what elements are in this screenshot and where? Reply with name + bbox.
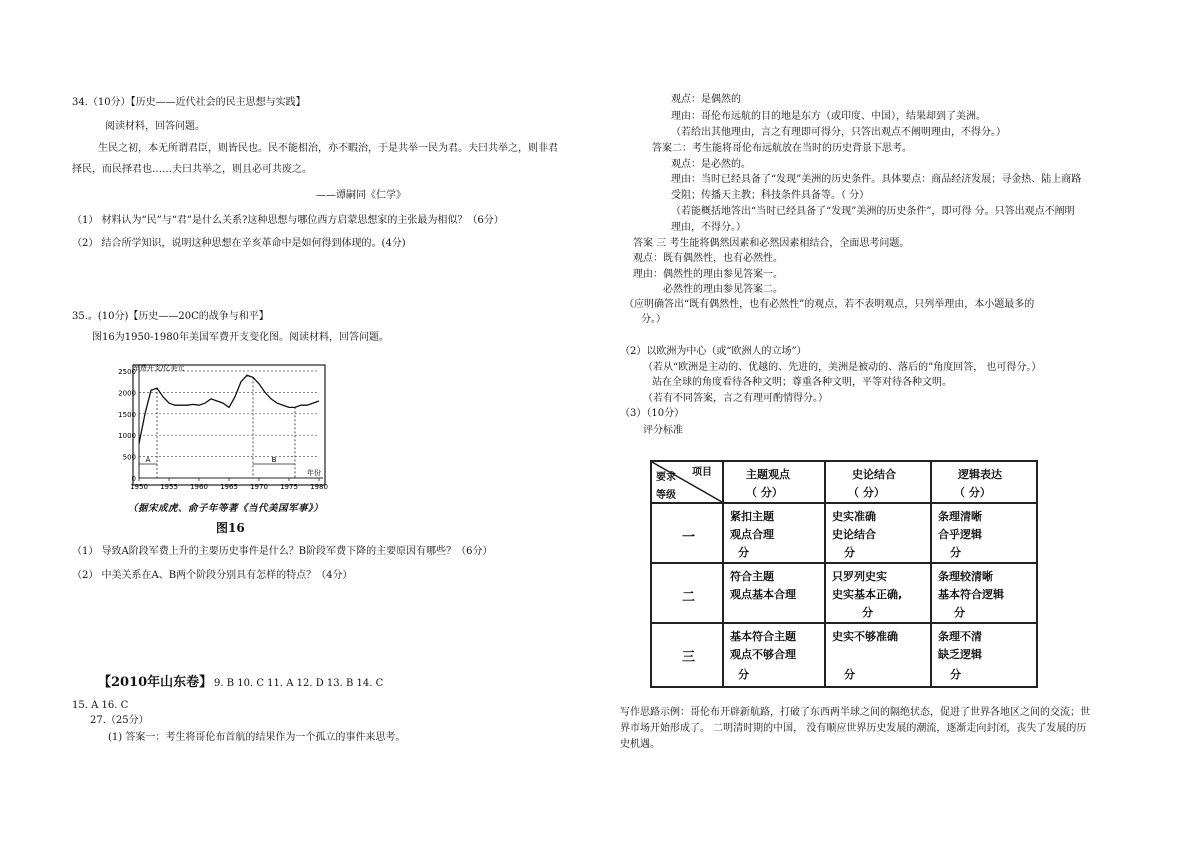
criteria-line: 观点基本合理: [730, 588, 796, 601]
q35-heading: 35.。(10分)【历史——20C的战争与和平】: [72, 311, 269, 322]
criteria-line: 史实不够准确: [832, 630, 898, 643]
header-title: 史论结合: [852, 468, 896, 481]
criteria-cell: [825, 503, 931, 563]
answer-line: 答案二：考生能将哥伦布远航放在当时的历史背景下思考。: [652, 143, 912, 154]
header-title: 逻辑表达: [958, 468, 1002, 481]
answer-line: 站在全球的角度看待各种文明；尊重各种文明，平等对待各种文明。: [652, 377, 952, 388]
x-axis-label: 年份: [307, 469, 321, 477]
criteria-cell: [825, 623, 931, 687]
q34-instruction: 阅读材料，回答问题。: [105, 121, 205, 132]
x-tick-label: 1955: [160, 483, 178, 491]
q27-answer-1: (1) 答案一：考生将哥伦布首航的结果作为一个孤立的事件来思考。: [108, 732, 406, 743]
answer-line: 理由：偶然性的理由参见答案一。: [633, 269, 783, 280]
criteria-score: 分: [950, 668, 961, 681]
q35-subquestion-2: （2） 中美关系在A、B两个阶段分别具有怎样的特点？（4分）: [72, 570, 353, 581]
mc-answers-row2: 15. A 16. C: [72, 700, 129, 711]
y-tick-label: 1500: [118, 410, 136, 419]
criteria-line: 基本符合主题: [730, 630, 796, 643]
chart-frame: [133, 365, 325, 485]
criteria-cell: [825, 563, 931, 623]
answer-line: 写作思路示例：哥伦布开辟新航路，打破了东西两半球之间的隔绝状态，促进了世界各地区之间的交流；世: [620, 707, 1090, 718]
criteria-line: 史论结合: [832, 528, 876, 541]
phase-label: B: [271, 456, 277, 464]
answer-line: 受阻；传播天主教；科技条件具备等。（ 分）: [671, 190, 870, 201]
answer-line: 史机遇。: [620, 739, 660, 750]
header-score: （ 分）: [848, 486, 885, 499]
q27-heading: 27.（25分）: [90, 715, 149, 726]
criteria-score: 分: [738, 668, 749, 681]
phase-label: A: [145, 456, 151, 464]
chart-grid: [139, 371, 319, 457]
q35-subquestion-1: （1） 导致A阶段军费上升的主要历史事件是什么？B阶段军费下降的主要原因有哪些？（6分）: [72, 546, 493, 557]
answer-line: （若给出其他理由，言之有理即可得分，只答出观点不阐明理由，不得分。）: [671, 127, 1006, 138]
criteria-score: 分: [954, 606, 965, 619]
chart-axes: [118, 363, 328, 491]
header-score: （ 分）: [746, 486, 783, 499]
answer-line: 界市场开始形成了。 二明清时期的中国， 没有顺应世界历史发展的潮流，逐渐走向封闭，丧失了发展的历: [620, 723, 1087, 734]
corner-label-item: 项目: [692, 467, 712, 478]
criteria-line: 基本符合逻辑: [938, 588, 1004, 601]
criteria-cell: [931, 623, 1037, 687]
y-tick-label: 2500: [118, 368, 136, 376]
criteria-line: 史实准确: [832, 510, 876, 523]
criteria-score: 分: [862, 606, 873, 619]
grade-cell: [651, 503, 723, 563]
x-tick-label: 1960: [190, 483, 208, 491]
answer-line: （若有不同答案，言之有理可酌情得分。）: [643, 393, 828, 404]
grade-label: 一: [682, 530, 696, 545]
criteria-line: 条理清晰: [938, 510, 982, 523]
criteria-line: 观点不够合理: [730, 648, 796, 661]
criteria-score: 分: [844, 668, 855, 681]
criteria-line: 观点合理: [730, 528, 774, 541]
chart-caption: 图16: [216, 521, 245, 535]
header-cell: [723, 461, 825, 503]
x-tick-label: 1980: [310, 483, 328, 491]
answer-line: 答案 三 考生能将偶然因素和必然因素相结合，全面思考问题。: [633, 238, 910, 249]
answer-line: 观点：既有偶然性，也有必然性。: [633, 253, 783, 264]
criteria-line: 条理不清: [938, 630, 982, 643]
answer-line: 评分标准: [643, 425, 683, 436]
criteria-line: 合乎逻辑: [938, 528, 982, 541]
header-score: （ 分）: [954, 486, 991, 499]
criteria-cell: [931, 563, 1037, 623]
header-title: 主题观点: [746, 468, 790, 481]
answer-line: 理由：当时已经具备了“发现”美洲的历史条件。具体要点：商品经济发展；寻金热、陆上商路: [671, 174, 1082, 185]
criteria-score: 分: [844, 546, 855, 559]
criteria-line: 只罗列史实: [832, 570, 887, 583]
chart-marks: [139, 375, 319, 478]
criteria-cell: [723, 563, 825, 623]
header-cell: [825, 461, 931, 503]
y-axis-label: 军费开支/亿美元: [133, 364, 185, 372]
q34-heading: 34.（10分）【历史——近代社会的民主思想与实践】: [72, 97, 306, 108]
criteria-line: 符合主题: [730, 570, 774, 583]
answer-line: 必然性的理由参见答案二。: [663, 284, 783, 295]
answer-line: （应明确答出“既有偶然性，也有必然性”的观点，若不表明观点，只列举理由，本小题最多的: [624, 299, 1035, 310]
chart-source: （据宋成虎、俞子年等著《当代美国军事》）: [128, 503, 324, 514]
q34-material-line1: 生民之初，本无所谓君臣，则皆民也。民不能相治，亦不暇治，于是共举一民为君。夫曰共举之，则非君: [98, 143, 558, 154]
criteria-cell: [723, 503, 825, 563]
shandong-2010-title: 【2010年山东卷】: [98, 675, 213, 690]
criteria-cell: [723, 623, 825, 687]
y-tick-label: 0: [131, 475, 136, 483]
q34-source: ——谭嗣同《仁学》: [316, 190, 406, 201]
criteria-cell: [931, 503, 1037, 563]
grading-table: [650, 460, 1038, 688]
answer-line: （2）以欧洲为中心（或“欧洲人的立场”）: [620, 346, 807, 357]
answer-line: （若能概括地答出“当时已经具备了“发现”美洲的历史条件”，即可得 分。只答出观点不阐明: [671, 206, 1075, 217]
criteria-line: 紧扣主题: [730, 510, 774, 523]
y-tick-label: 1000: [118, 432, 136, 441]
q34-material-line2: 择民，而民择君也……夫曰共举之，则且必可共废之。: [72, 164, 312, 175]
x-tick-label: 1975: [280, 483, 298, 491]
x-tick-label: 1950: [130, 483, 148, 491]
q34-subquestion-2: （2） 结合所学知识，说明这种思想在辛亥革命中是如何得到体现的。(4分): [72, 238, 406, 249]
grade-cell: [651, 563, 723, 623]
table-corner-cell: [651, 461, 723, 503]
criteria-line: 史实基本正确,: [832, 588, 903, 601]
y-tick-label: 2000: [118, 389, 136, 398]
mc-answers-row1: 9. B 10. C 11. A 12. D 13. B 14. C: [214, 678, 384, 689]
corner-label-requirement: 要求: [656, 472, 676, 483]
grade-cell: [651, 623, 723, 687]
criteria-line: 条理较清晰: [938, 570, 993, 583]
answer-line: 观点：是必然的。: [671, 159, 751, 170]
criteria-score: 分: [738, 546, 749, 559]
criteria-line: 缺乏逻辑: [938, 648, 982, 661]
answer-line: 理由，不得分。）: [671, 222, 746, 233]
answer-line: 观点：是偶然的: [671, 94, 741, 105]
answer-line: （3）（10分）: [620, 408, 685, 419]
corner-label-grade: 等级: [656, 490, 676, 501]
series-line: [139, 375, 319, 444]
q35-instruction: 图16为1950-1980年美国军费开支变化图。阅读材料，回答问题。: [92, 332, 390, 343]
x-tick-label: 1965: [220, 483, 238, 491]
answer-line: 分。）: [641, 314, 666, 325]
header-cell: [931, 461, 1037, 503]
q34-subquestion-1: （1） 材料认为“民”与“君”是什么关系?这种思想与哪位西方启蒙思想家的主张最为相似？（6分）: [72, 215, 504, 226]
answer-line: （若从“欧洲是主动的、优越的、先进的，美洲是被动的、落后的”角度回答， 也可得分。）: [643, 362, 1042, 373]
criteria-score: 分: [950, 546, 961, 559]
x-tick-label: 1970: [250, 483, 268, 491]
grade-label: 三: [682, 650, 696, 665]
grade-label: 二: [682, 590, 696, 605]
y-tick-label: 500: [122, 453, 136, 462]
answer-line: 理由：哥伦布远航的目的地是东方（或印度、中国），结果却到了美洲。: [671, 111, 986, 122]
